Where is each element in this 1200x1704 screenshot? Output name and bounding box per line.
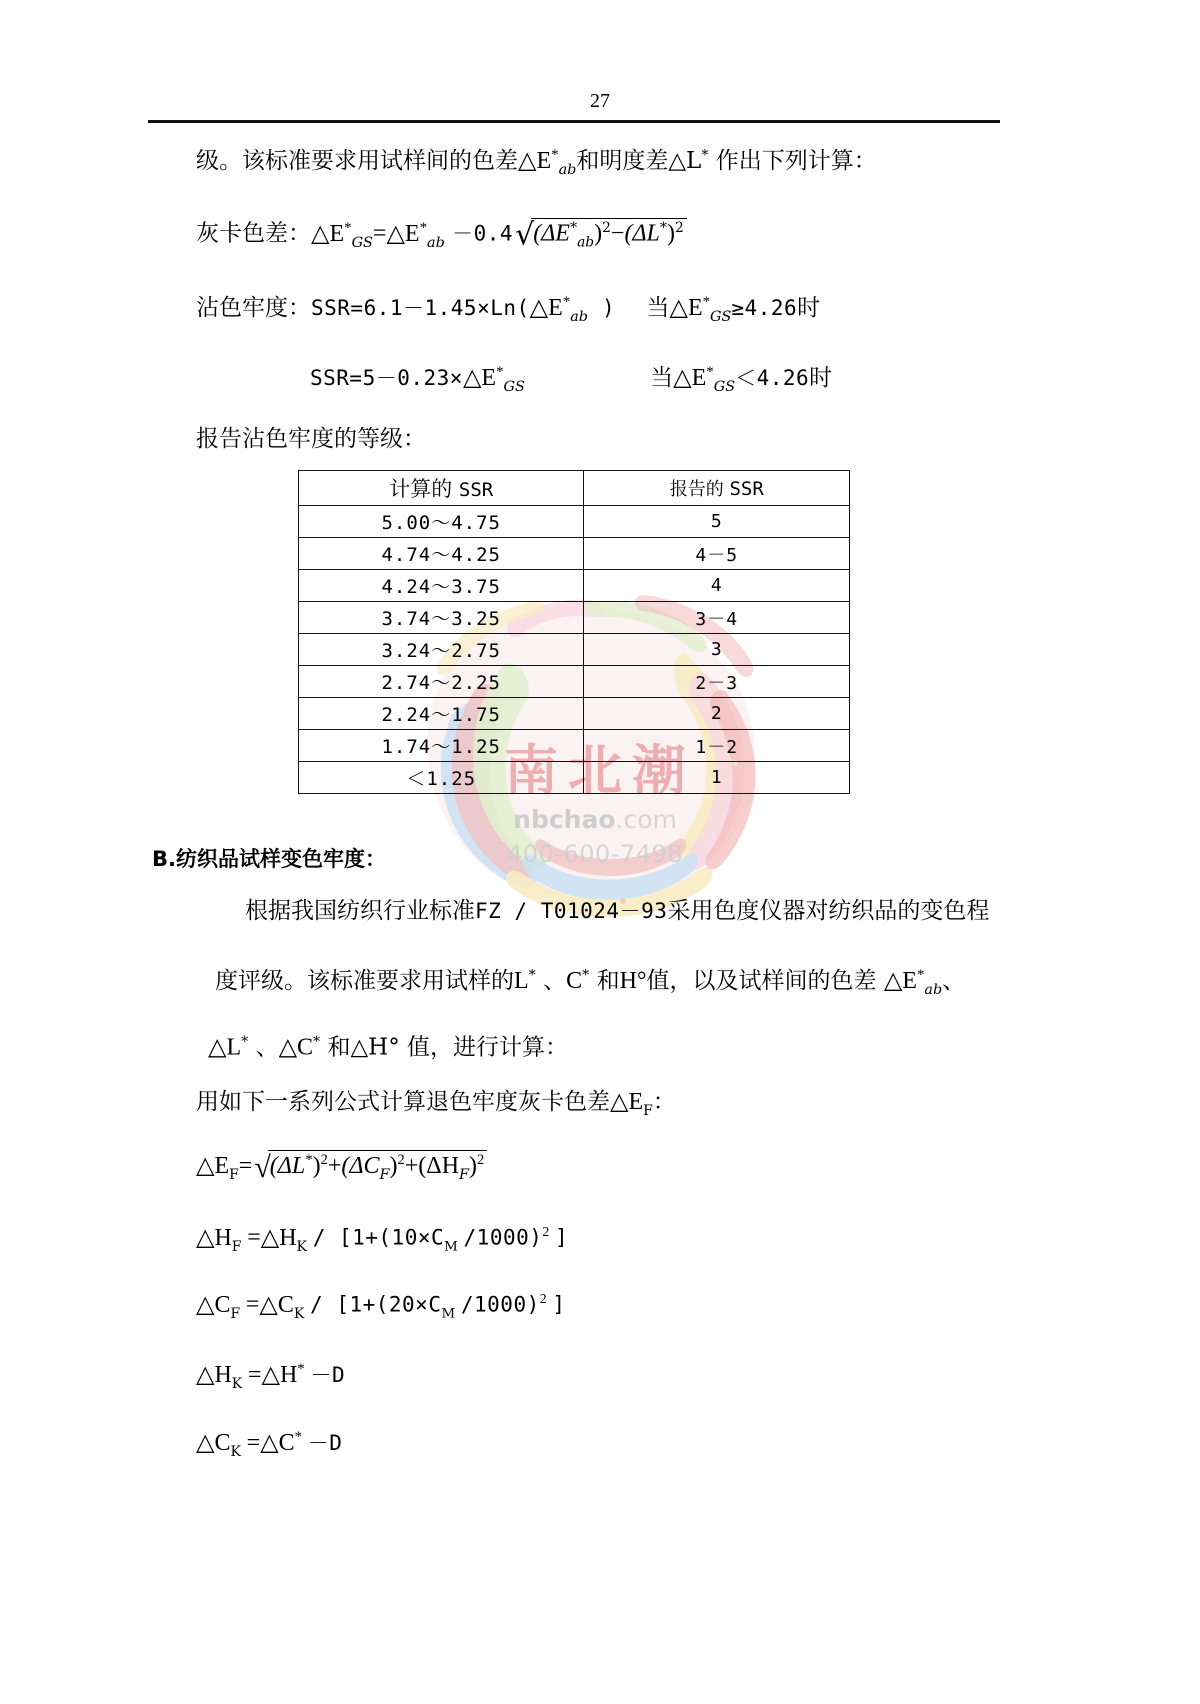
dcf-lhs-base: △C <box>196 1291 231 1318</box>
formula-delta-ck <box>196 1430 342 1460</box>
dck-rhs-star: * <box>294 1429 303 1445</box>
section-b-paragraph-line4 <box>196 1090 676 1119</box>
def-lhs-sub: F <box>229 1166 239 1183</box>
dcf-tail-a: / [1+(20×C <box>310 1292 442 1317</box>
dhk-lhs-sub: K <box>231 1375 243 1392</box>
rad-pow1: 2 <box>602 220 611 236</box>
def-t2-close: ) <box>389 1153 398 1179</box>
dck-tail: －D <box>307 1431 343 1455</box>
dcf-lhs-sub: F <box>230 1305 241 1322</box>
staining2-cond-when: 当 <box>650 365 674 391</box>
staining2-expression: SSR=5－0.23× <box>310 366 463 390</box>
cell-calculated: ＜1.25 <box>299 762 584 794</box>
sb-p2-star2: * <box>582 967 590 984</box>
cell-calculated: 2.74～2.25 <box>299 666 584 698</box>
intro-eab-base: △E <box>518 148 552 174</box>
dhf-tail-c: ] <box>555 1225 569 1250</box>
dhf-tail-a: / [1+(10×C <box>312 1225 445 1250</box>
dcf-rhs-base: △C <box>259 1291 294 1318</box>
watermark-brand-cn: 南北潮 <box>504 738 696 802</box>
page-number: 27 <box>590 90 610 112</box>
staining-sym-base: △E <box>529 295 563 321</box>
header-divider <box>148 120 1000 123</box>
section-b-paragraph-line3 <box>208 1035 568 1060</box>
dck-rhs <box>260 1430 302 1456</box>
dcf-tail-sub: M <box>441 1306 456 1322</box>
sb-p2-b: 值，以及试样间的色差 <box>646 968 877 994</box>
table-row <box>299 730 850 762</box>
dcf-tail-pow: 2 <box>539 1291 547 1306</box>
cell-reported: 4－5 <box>584 538 850 570</box>
gray-card-radical <box>513 218 687 251</box>
watermark-url-tld: .com <box>615 805 677 834</box>
staining-cond-op: ≥4.26 <box>731 296 798 320</box>
dhf-tail-sub: M <box>444 1239 458 1255</box>
dhk-equals: = <box>247 1362 262 1388</box>
sb-p2-H: H° <box>619 968 647 994</box>
staining-cond-base: △E <box>669 295 703 321</box>
def-radicand <box>268 1150 487 1182</box>
section-b-paragraph-line1 <box>245 900 989 923</box>
table-row <box>299 602 850 634</box>
intro-l-star: * <box>701 147 709 164</box>
gray-card-equals: = <box>372 220 387 247</box>
dcf-rhs <box>259 1291 305 1322</box>
staining2-cond-op: ＜4.26 <box>735 366 810 390</box>
cell-reported: 4 <box>584 570 850 602</box>
sb-p2-dun: 、 <box>543 968 567 994</box>
rad-sub1: ab <box>577 234 595 251</box>
intro-symbol-eab <box>518 147 577 178</box>
cell-reported: 2－3 <box>584 666 850 698</box>
header-calc-ltn: SSR <box>458 479 494 501</box>
cell-reported: 1 <box>584 762 850 794</box>
sb-p4-symbol <box>610 1089 653 1119</box>
def-lhs-base: △E <box>196 1153 230 1179</box>
sb-p3-and: 和△H° <box>327 1034 400 1061</box>
formula-delta-ef <box>196 1150 487 1183</box>
header-rep-ltn: SSR <box>729 478 764 500</box>
sb-p4-colon: ： <box>652 1089 676 1115</box>
def-t2-sub: F <box>379 1166 390 1183</box>
sb-p2-sym-sub: ab <box>924 981 943 998</box>
def-t1-close: ) <box>312 1153 321 1179</box>
radical-sign-icon: √ <box>515 217 535 253</box>
dcf-equals: = <box>245 1291 260 1318</box>
dck-lhs <box>196 1430 241 1460</box>
cell-calculated: 3.74～3.25 <box>299 602 584 634</box>
def-plus1: + <box>327 1153 342 1179</box>
dck-lhs-base: △C <box>196 1430 231 1456</box>
staining-cond-when: 当 <box>646 295 670 321</box>
section-b-paragraph-line2 <box>215 968 965 997</box>
dcf-tail-b: /1000) <box>460 1292 540 1317</box>
staining-label: 沾色牢度： <box>196 295 311 321</box>
formula-delta-cf <box>196 1292 566 1321</box>
sb-p2-star1: * <box>528 967 536 984</box>
def-t3-sub: F <box>459 1166 470 1183</box>
staining-symbol <box>529 294 589 325</box>
dhf-rhs <box>260 1224 307 1255</box>
header-calc-cn: 计算的 <box>389 477 453 501</box>
dhf-lhs-base: △H <box>196 1224 232 1251</box>
radical-sign-icon: √ <box>254 1151 271 1184</box>
sb-p1-b: 采用色度仪器对纺织品的变色程 <box>667 898 990 924</box>
table-header-row <box>299 471 850 506</box>
watermark-phone: 400-600-7498 <box>506 840 683 868</box>
staining2-sym-star: * <box>496 364 504 380</box>
intro-eab-star: * <box>551 147 559 163</box>
staining-cond-symbol <box>669 294 732 325</box>
intro-paragraph <box>196 148 877 177</box>
dcf-tail-c: ] <box>552 1292 566 1317</box>
staining2-cond-symbol <box>673 364 736 395</box>
rad-minus: − <box>610 220 625 247</box>
cell-calculated: 1.74～1.25 <box>299 730 584 762</box>
gray-card-lhs-star: * <box>344 219 352 236</box>
cell-calculated: 4.24～3.75 <box>299 570 584 602</box>
sb-p3-C: △C <box>278 1034 314 1061</box>
sb-p3-star2: * <box>313 1034 321 1050</box>
dhk-lhs <box>196 1362 243 1392</box>
gray-card-radicand <box>531 218 687 250</box>
dck-lhs-sub: K <box>230 1443 241 1460</box>
sb-p1-a: 根据我国纺织行业标准 <box>245 898 475 924</box>
rad-star1: * <box>569 220 578 236</box>
staining-sym-sub: ab <box>570 308 589 325</box>
table-row <box>299 634 850 666</box>
gray-card-lhs-base: △E <box>311 220 345 247</box>
dcf-lhs <box>196 1291 241 1322</box>
sb-p2-symbol <box>883 967 943 998</box>
def-t1-open: (ΔL <box>269 1153 306 1179</box>
sb-p2-C: C <box>566 968 583 994</box>
table-header-calculated <box>299 471 584 506</box>
gray-card-t1-base: △E <box>386 220 420 247</box>
dck-equals: = <box>246 1430 261 1456</box>
dhf-lhs <box>196 1224 242 1255</box>
def-lhs <box>196 1153 239 1183</box>
sb-p3-L: △L <box>208 1034 242 1061</box>
table-row <box>299 506 850 538</box>
watermark-url-name: nbchao <box>513 805 616 834</box>
dhf-tail-b: /1000) <box>463 1225 543 1250</box>
table-row <box>299 698 850 730</box>
cell-reported: 1－2 <box>584 730 850 762</box>
cell-calculated: 3.24～2.75 <box>299 634 584 666</box>
intro-text-middle: 和明度差△L <box>576 148 702 174</box>
rad-close1: ) <box>594 220 603 247</box>
staining2-cond-tail: 时 <box>809 365 833 391</box>
staining2-cond-star: * <box>706 364 714 380</box>
gray-card-term1 <box>386 219 445 251</box>
table-row <box>299 666 850 698</box>
gray-card-t1-sub: ab <box>427 234 445 251</box>
sb-p4-text: 用如下一系列公式计算退色牢度灰卡色差 <box>196 1089 610 1115</box>
sb-p1-standard-code: FZ / T01024－93 <box>475 899 668 923</box>
report-levels-label: 报告沾色牢度的等级： <box>196 426 426 452</box>
gray-card-lhs <box>311 219 373 251</box>
def-t3-pow: 2 <box>477 1152 485 1168</box>
intro-eab-sub: ab <box>558 161 577 178</box>
gray-card-coefficient: －0.4 <box>452 221 514 246</box>
table-row <box>299 762 850 794</box>
formula-staining-2 <box>310 365 832 394</box>
cell-calculated: 4.74～4.25 <box>299 538 584 570</box>
intro-text-after: 作出下列计算： <box>715 148 877 174</box>
dhk-rhs-star: * <box>297 1361 305 1377</box>
dcf-rhs-sub: K <box>293 1305 305 1322</box>
def-t3-close: ) <box>469 1153 478 1179</box>
staining-cond-sub: GS <box>710 308 732 325</box>
staining2-cond-base: △E <box>673 365 707 391</box>
staining-sym-star: * <box>562 294 571 310</box>
def-t3-open: (ΔH <box>418 1153 460 1179</box>
sb-p2-sym-base: △E <box>883 968 917 994</box>
staining2-sym-base: △E <box>462 365 497 391</box>
rad-star2: * <box>659 220 668 236</box>
formula-staining-1 <box>196 295 820 324</box>
def-t1-pow: 2 <box>320 1152 328 1168</box>
table-header-reported <box>584 471 850 506</box>
dhk-rhs <box>261 1362 304 1388</box>
dhk-lhs-base: △H <box>196 1362 232 1388</box>
staining2-sym-sub: GS <box>503 378 525 395</box>
table-row <box>299 538 850 570</box>
ssr-conversion-table <box>298 470 850 794</box>
def-t2-open: (ΔC <box>341 1153 380 1179</box>
def-equals: = <box>238 1153 253 1179</box>
cell-calculated: 5.00～4.75 <box>299 506 584 538</box>
rad-open1: (ΔE <box>533 220 570 247</box>
rad-pow2: 2 <box>675 220 684 236</box>
cell-reported: 3－4 <box>584 602 850 634</box>
sb-p2-tail: 、 <box>942 968 966 994</box>
section-b-heading: B.纺织品试样变色牢度： <box>152 847 386 871</box>
formula-delta-hk <box>196 1362 345 1392</box>
gray-card-lhs-sub: GS <box>351 234 373 251</box>
sb-p2-sym-star: * <box>916 967 925 983</box>
sb-p2-L: L <box>514 968 529 994</box>
staining-close-paren: ) <box>602 296 616 320</box>
sb-p3-star1: * <box>241 1034 249 1050</box>
table-row <box>299 570 850 602</box>
dhf-rhs-sub: K <box>296 1238 307 1255</box>
rad-open2: (ΔL <box>624 220 660 247</box>
dhf-lhs-sub: F <box>231 1238 242 1255</box>
staining2-cond-sub: GS <box>713 378 736 395</box>
dck-rhs-base: △C <box>260 1430 295 1456</box>
cell-reported: 3 <box>584 634 850 666</box>
ssr-table-body <box>299 471 850 794</box>
dhk-tail: －D <box>310 1363 346 1387</box>
staining-expression: SSR=6.1－1.45×Ln( <box>311 296 530 320</box>
formula-delta-hf <box>196 1225 568 1254</box>
def-radical <box>252 1150 487 1183</box>
cell-reported: 2 <box>584 698 850 730</box>
sb-p2-and: 和 <box>596 968 620 994</box>
dhk-rhs-base: △H <box>261 1362 298 1388</box>
gray-card-t1-star: * <box>419 219 428 236</box>
sb-p4-sym-base: △E <box>610 1089 644 1115</box>
sb-p3-dun1: 、 <box>255 1034 279 1061</box>
staining-cond-tail: 时 <box>797 295 821 321</box>
cell-reported: 5 <box>584 506 850 538</box>
dhf-equals: = <box>247 1224 261 1251</box>
rad-close2: ) <box>667 220 676 247</box>
header-rep-cn: 报告的 <box>669 479 724 500</box>
sb-p4-sym-sub: F <box>643 1102 653 1119</box>
dhf-tail-pow: 2 <box>542 1224 550 1239</box>
sb-p3-tail: 值，进行计算： <box>407 1034 569 1061</box>
gray-card-label: 灰卡色差： <box>196 220 311 247</box>
def-t1-star: * <box>305 1152 313 1168</box>
watermark-url <box>513 807 677 832</box>
dhf-rhs-base: △H <box>260 1224 297 1251</box>
def-t2-pow: 2 <box>397 1152 405 1168</box>
staining2-symbol <box>462 364 525 395</box>
cell-calculated: 2.24～1.75 <box>299 698 584 730</box>
def-plus2: + <box>404 1153 419 1179</box>
sb-p2-a: 度评级。该标准要求用试样的 <box>215 968 514 994</box>
intro-text-before: 级。该标准要求用试样间的色差 <box>196 148 518 174</box>
staining-cond-star: * <box>702 294 711 310</box>
formula-gray-card <box>196 218 687 251</box>
